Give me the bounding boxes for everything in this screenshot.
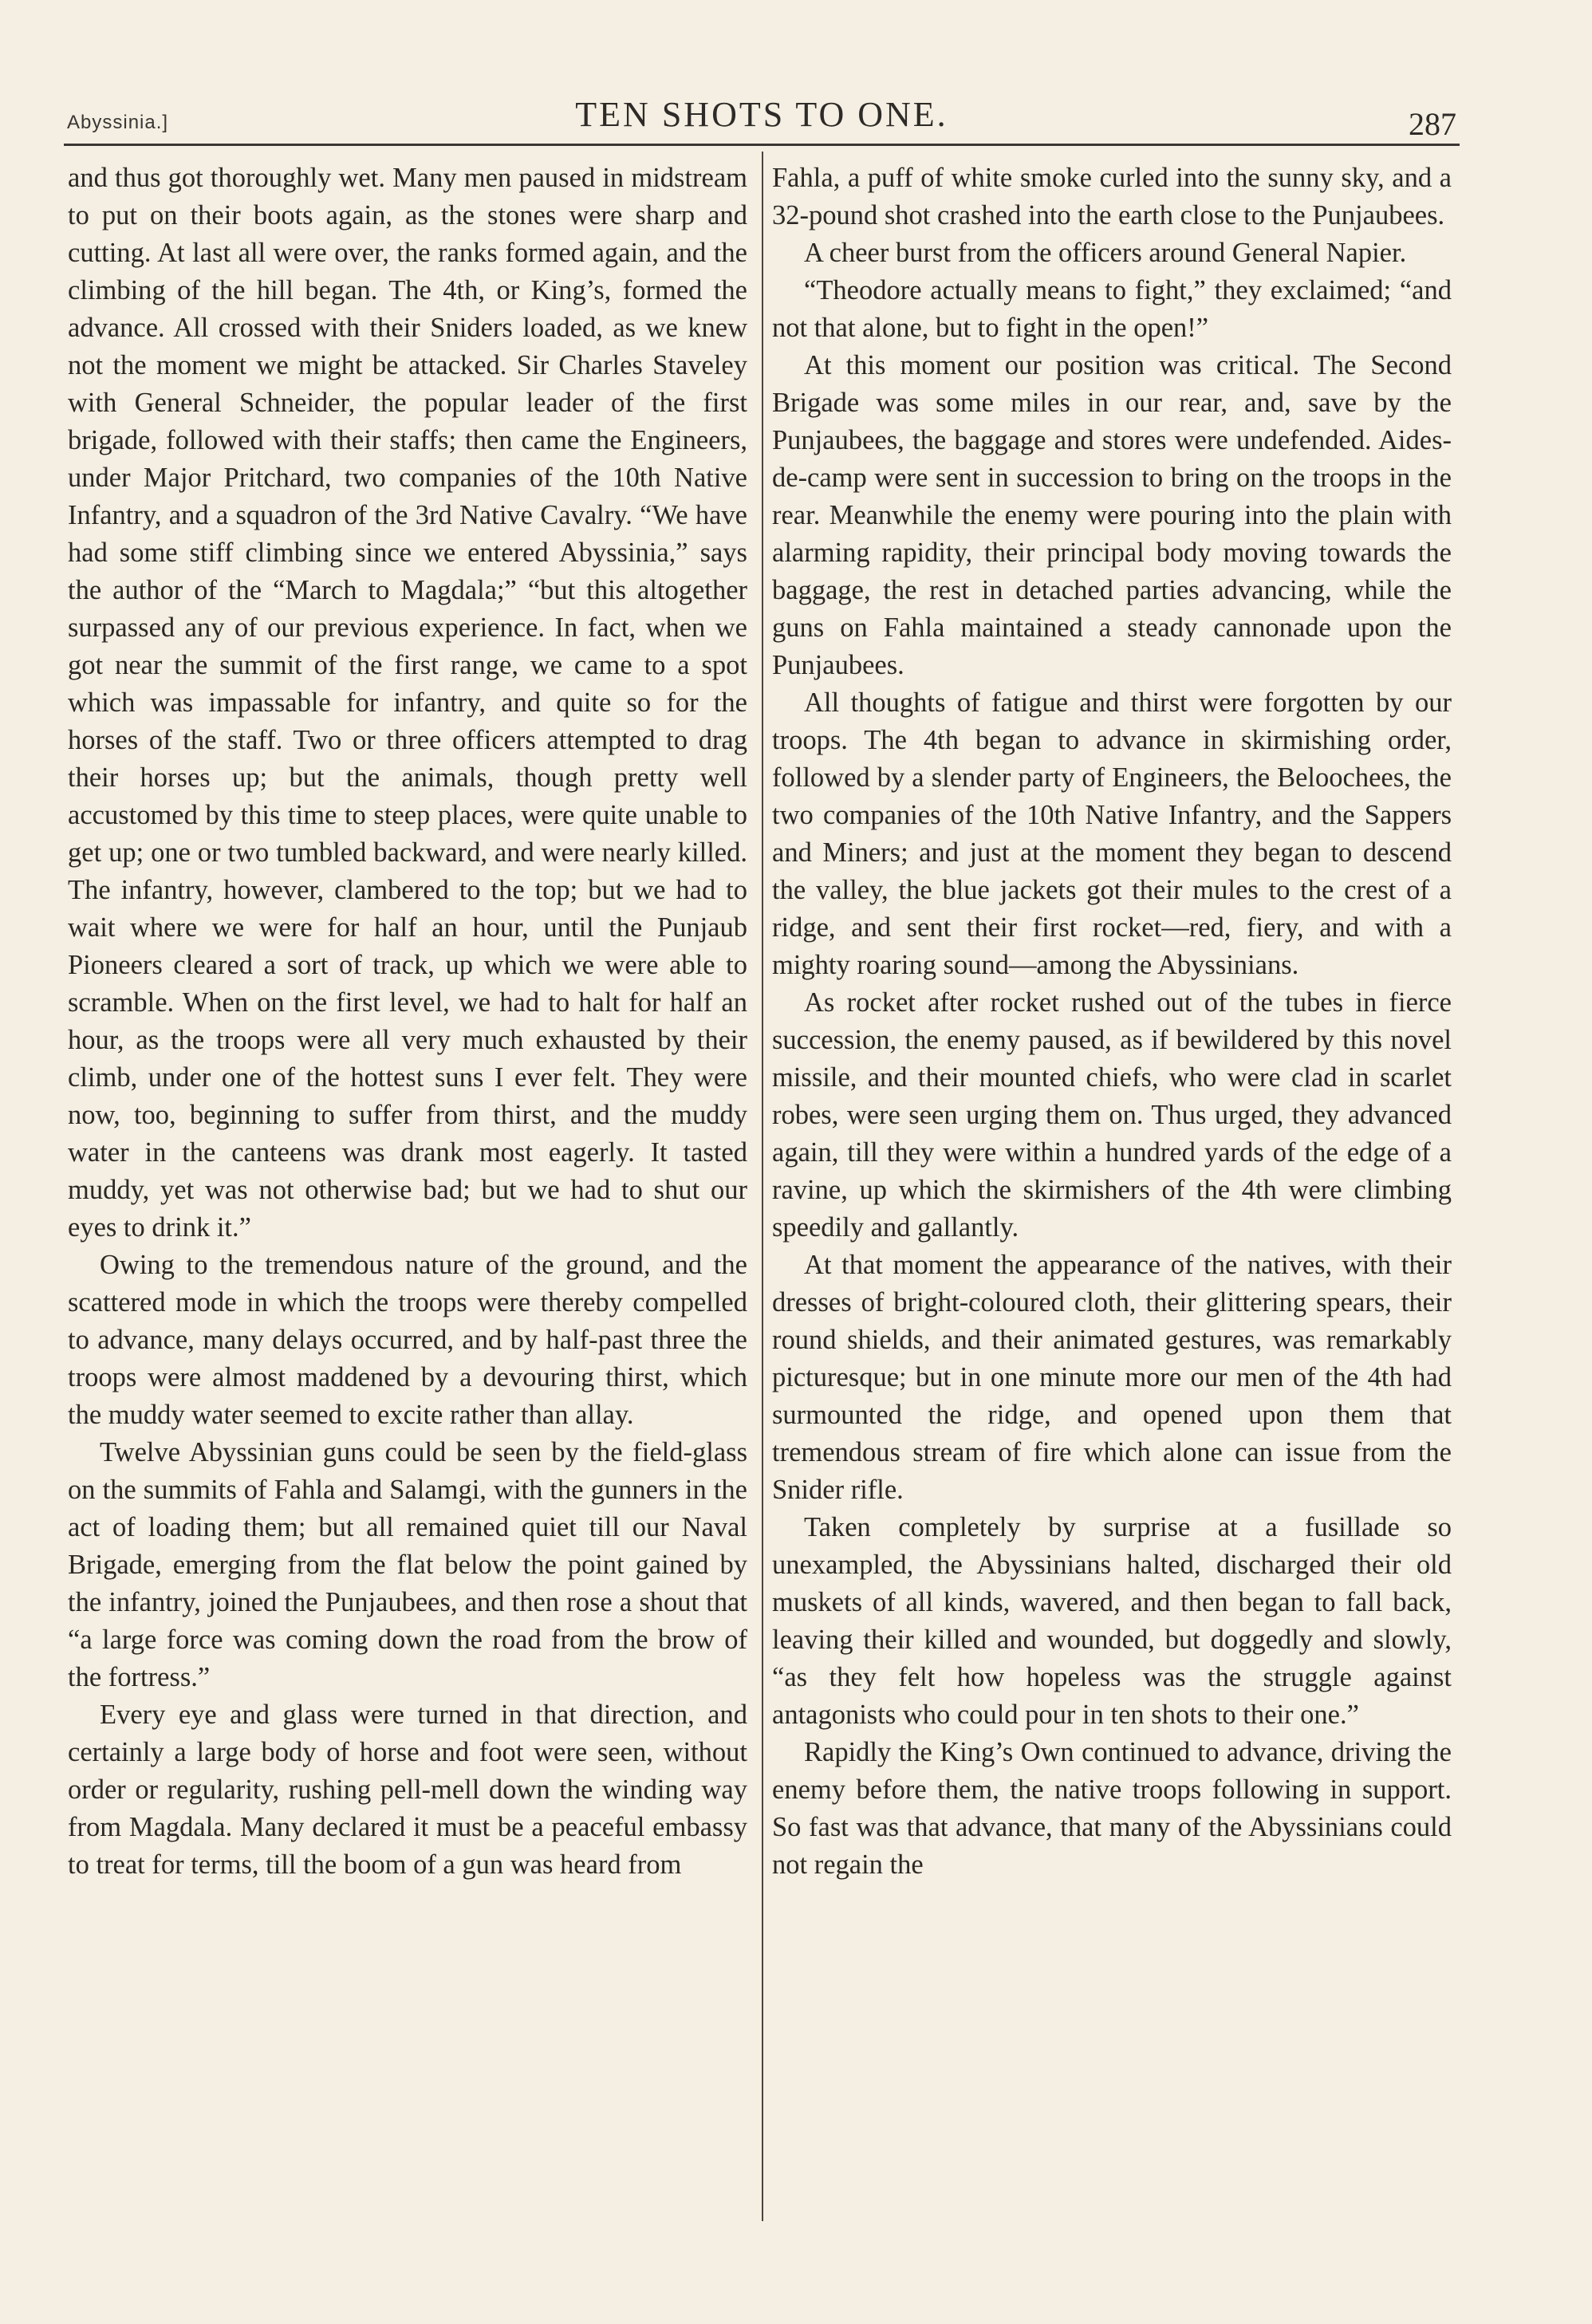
paragraph: All thoughts of fatigue and thirst were forgotten by our troops. The 4th began to advance in skirmishing order, followed by a slender party of Engineers, the Beloochees, the two companies of the 10th Native Infantry, and the Sappers and Miners; and just at the moment they began to descend the valley, the blue jackets got their mules to the crest of a ridge, and sent their first rocket—red, fiery, and with a mighty roaring sound—among the Abyssinians. xyxy=(772,687,1452,980)
paragraph: Every eye and glass were turned in that direction, and certainly a large body of horse and foot were seen, without order or regularity, rushing pell-mell down the winding way from Magdala. Many declared it must be a peaceful embassy to treat for terms, till the boom of a gun was heard from xyxy=(68,1700,747,1880)
paragraph: At that moment the appearance of the natives, with their dresses of bright-coloured cloth, their glittering spears, their round shields, and their animated gestures, was remarkably picturesque; but in one minute more our men of the 4th had surmounted the ridge, and opened upon them that tremendous stream of fire which alone can issue from the Snider rifle. xyxy=(772,1250,1452,1505)
page-title: TEN SHOTS TO ONE. xyxy=(575,95,948,134)
right-column xyxy=(772,160,1452,1884)
section-label: Abyssinia.] xyxy=(67,112,169,133)
paragraph: As rocket after rocket rushed out of the tubes in fierce succession, the enemy paused, as if bewildered by this novel missile, and their mounted chiefs, who were clad in scarlet robes, were seen urging them on. Thus urged, they advanced again, till they were within a hundred yards of the edge of a ravine, up which the skirmishers of the 4th were climbing speedily and gallantly. xyxy=(772,987,1452,1243)
paragraph: Rapidly the King’s Own continued to advance, driving the enemy before them, the native troops following in support. So fast was that advance, that many of the Abyssinians could not regain the xyxy=(772,1737,1452,1880)
running-header xyxy=(67,94,1456,147)
paragraph: A cheer burst from the officers around General Napier. xyxy=(804,238,1407,268)
paragraph: Twelve Abyssinian guns could be seen by the field-glass on the summits of Fahla and Salamgi, with the gunners in the act of loading them; but all remained quiet till our Naval Brigade, emerging from the flat below the point gained by the infantry, joined the Punjaubees, and then rose a shout that “a large force was coming down the road from the brow of the fortress.” xyxy=(68,1437,747,1692)
paragraph: At this moment our position was critical. The Second Brigade was some miles in our rear, and, save by the Punjaubees, the baggage and stores were undefended. Aides-de-camp were sent in succession to bring on the troops in the rear. Meanwhile the enemy were pouring into the plain with alarming rapidity, their principal body moving towards the baggage, the rest in detached parties advancing, while the guns on Fahla maintained a steady cannonade upon the Punjaubees. xyxy=(772,350,1452,680)
paragraph: Owing to the tremendous nature of the ground, and the scattered mode in which the troops were thereby compelled to advance, many delays occurred, and by half-past three the troops were almost maddened by a devouring thirst, which the muddy water seemed to excite rather than allay. xyxy=(68,1250,747,1430)
left-column xyxy=(68,160,747,1884)
paragraph: and thus got thoroughly wet. Many men paused in midstream to put on their boots again, as the stones were sharp and cutting. At last all were over, the ranks formed again, and the climbing of the hill began. The 4th, or King’s, formed the advance. All crossed with their Sniders loaded, as we knew not the moment we might be attacked. Sir Charles Staveley with General Schneider, the popular leader of the first brigade, followed with their staffs; then came the Engineers, under Major Pritchard, two companies of the 10th Native Infantry, and a squadron of the 3rd Native Cavalry. “We have had some stiff climbing since we entered Abyssinia,” says the author of the “March to Magdala;” “but this altogether surpassed any of our previous experience. In fact, when we got near the summit of the first range, we came to a spot which was impassable for infantry, and quite so for the horses of the staff. Two or three officers attempted to drag their horses up; but the animals, though pretty well accustomed by this time to steep places, were quite unable to get up; one or two tumbled backward, and were nearly killed. The infantry, however, clambered to the top; but we had to wait where we were for half an hour, until the Punjaub Pioneers cleared a sort of track, up which we were able to scramble. When on the first level, we had to halt for half an hour, as the troops were all very much exhausted by their climb, under one of the hottest suns I ever felt. They were now, too, beginning to suffer from thirst, and the muddy water in the canteens was drank most eagerly. It tasted muddy, yet was not otherwise bad; but we had to shut our eyes to drink it.” xyxy=(68,163,747,1243)
header-rule xyxy=(64,144,1460,146)
paragraph: Fahla, a puff of white smoke curled into the sunny sky, and a 32-pound shot crashed into the earth close to the Punjaubees. xyxy=(772,163,1452,230)
column-divider xyxy=(762,152,763,2221)
paragraph: Taken completely by surprise at a fusillade so unexampled, the Abyssinians halted, discharged their old muskets of all kinds, wavered, and then began to fall back, leaving their killed and wounded, but doggedly and slowly, “as they felt how hopeless was the struggle against antagonists who could pour in ten shots to their one.” xyxy=(772,1512,1452,1730)
page-number: 287 xyxy=(1409,106,1456,142)
paragraph: “Theodore actually means to fight,” they exclaimed; “and not that alone, but to fight in the open!” xyxy=(772,275,1452,343)
